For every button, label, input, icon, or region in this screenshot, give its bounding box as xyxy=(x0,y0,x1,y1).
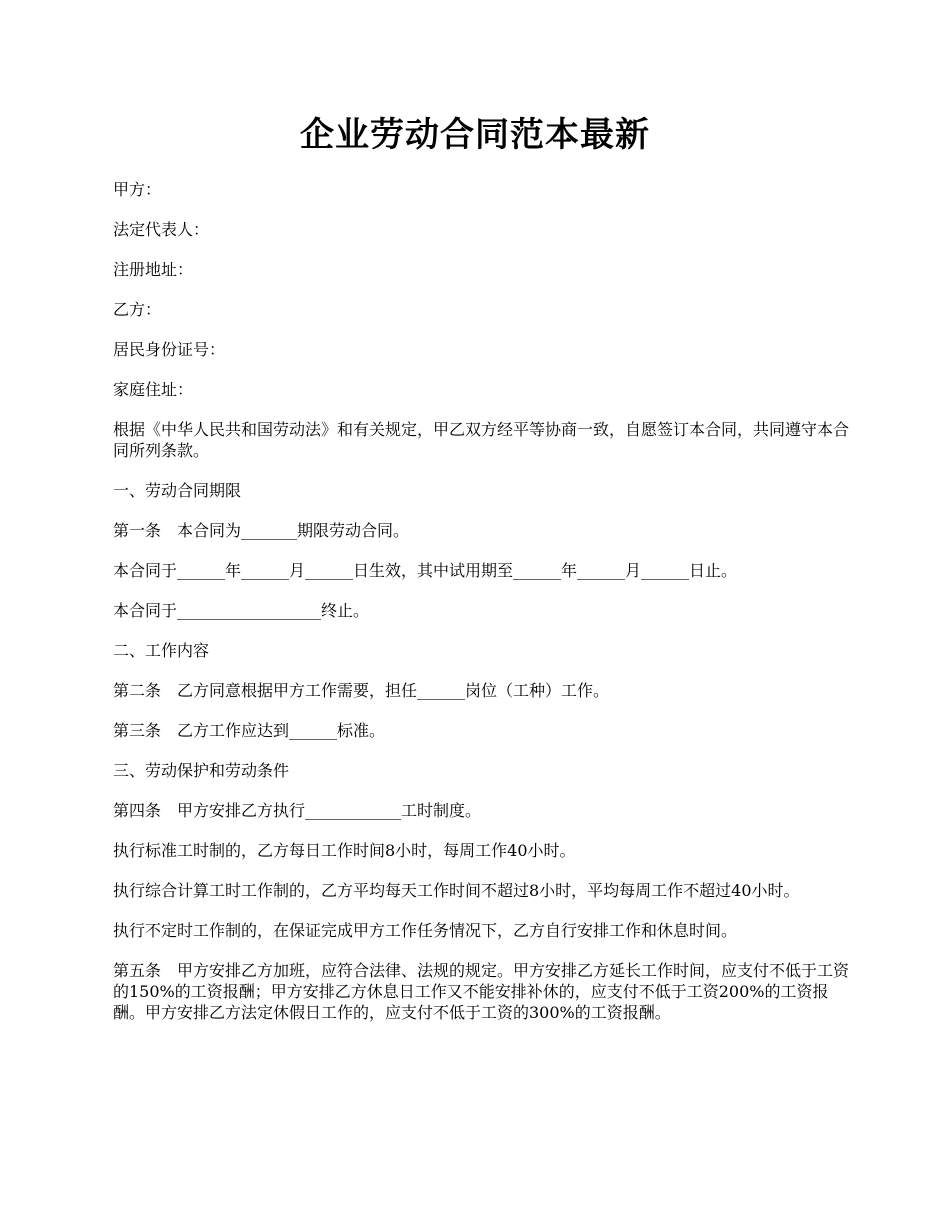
article-1: 第一条 本合同为_______期限劳动合同。 xyxy=(113,521,410,540)
document-body xyxy=(113,179,853,1042)
preamble-paragraph: 根据《中华人民共和国劳动法》和有关规定，甲乙双方经平等协商一致，自愿签订本合同，共同遵守本合同所列条款。 xyxy=(113,420,850,460)
id-number-line: 居民身份证号： xyxy=(113,340,226,359)
article-4: 第四条 甲方安排乙方执行____________工时制度。 xyxy=(113,801,482,820)
article-5: 第五条 甲方安排乙方加班，应符合法律、法规的规定。甲方安排乙方延长工作时间，应支付不低于工资的150%的工资报酬；甲方安排乙方休息日工作又不能安排补休的，应支付不低于工资200%的工资报酬。甲方安排乙方法定休假日工作的，应支付不低于工资的300%的工资报酬。 xyxy=(113,961,850,1022)
article-2: 第二条 乙方同意根据甲方工作需要，担任______岗位（工种）工作。 xyxy=(113,681,610,700)
section-heading-labor-protection: 三、劳动保护和劳动条件 xyxy=(113,761,290,780)
party-b-line: 乙方： xyxy=(113,300,162,319)
flexible-hours-paragraph: 执行不定时工作制的，在保证完成甲方工作任务情况下，乙方自行安排工作和休息时间。 xyxy=(113,921,738,940)
registered-address-line: 注册地址： xyxy=(113,260,194,279)
party-a-line: 甲方： xyxy=(113,180,162,199)
legal-representative-line: 法定代表人： xyxy=(113,220,210,239)
section-heading-work-content: 二、工作内容 xyxy=(113,641,210,660)
home-address-line: 家庭住址： xyxy=(113,380,194,399)
section-heading-contract-term: 一、劳动合同期限 xyxy=(113,481,242,500)
termination-line: 本合同于__________________终止。 xyxy=(113,601,370,620)
effective-date-line: 本合同于______年______月______日生效，其中试用期至______年______月______日止。 xyxy=(113,561,738,580)
comprehensive-hours-paragraph: 执行综合计算工时工作制的，乙方平均每天工作时间不超过8小时，平均每周工作不超过40小时。 xyxy=(113,881,800,900)
standard-hours-paragraph: 执行标准工时制的，乙方每日工作时间8小时，每周工作40小时。 xyxy=(113,841,576,860)
document-title: 企业劳动合同范本最新 xyxy=(300,115,650,155)
article-3: 第三条 乙方工作应达到______标准。 xyxy=(113,721,386,740)
